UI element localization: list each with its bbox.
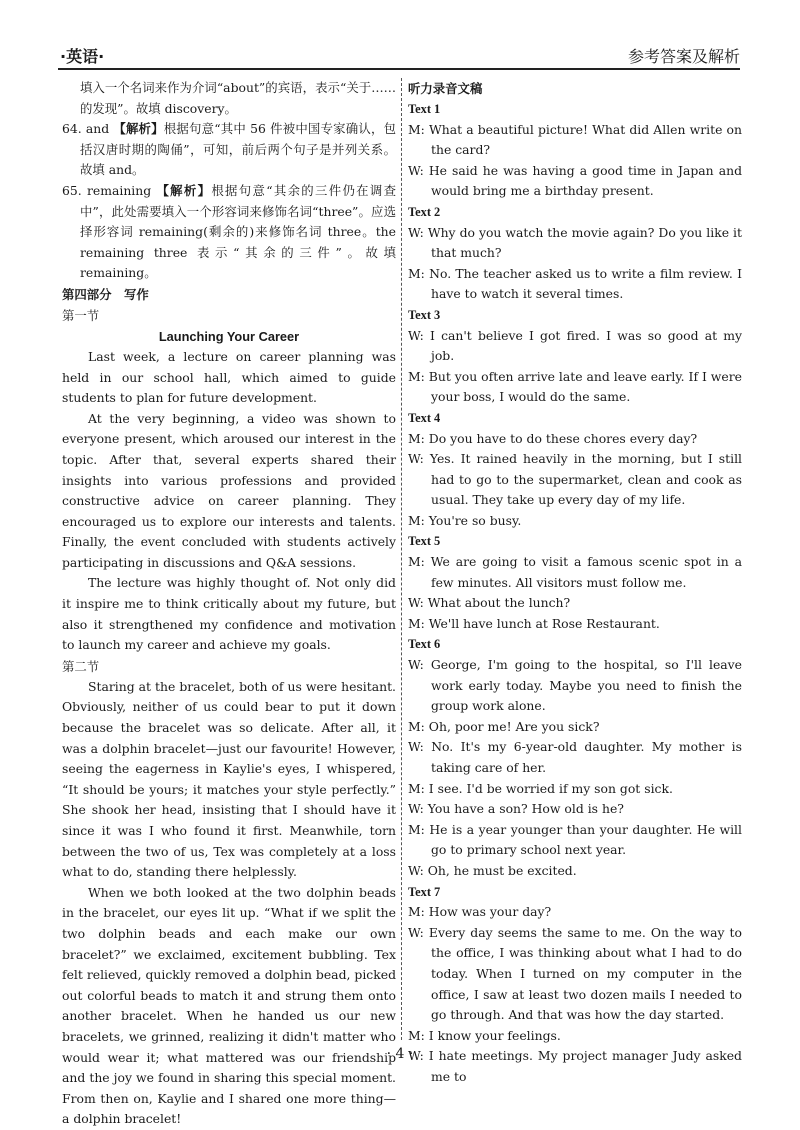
section1-heading: 第一节 xyxy=(62,307,100,323)
dialogue-line: M: Do you have to do these chores every day? xyxy=(408,430,698,446)
dialogue-line: W: You have a son? How old is he? xyxy=(408,801,624,817)
dialogue-line: W: George, I'm going to the hospital, so I'll leave work early today. Maybe you need to finish the group work alone. xyxy=(408,657,742,714)
text-heading: Text 7 xyxy=(408,884,441,899)
essay-paragraph: At the very beginning, a video was shown to everyone present, which aroused our interest in the topic. After that, several experts shared their insights into various professions and provided constructive advice on career planning. They encouraged us to explore our interests and talents. Finally, the event concluded with students actively participating in discussions and Q&A sessions. xyxy=(62,410,396,570)
text-heading: Text 6 xyxy=(408,637,441,652)
story-paragraph: Staring at the bracelet, both of us were hesitant. Obviously, neither of us could bear to put it down because the bracelet was so delicate. After all, it was a dolphin bracelet—just our favourite! However, seeing the eagerness in Kaylie's eyes, I whispered, “It should be yours; it matches your style perfectly.” She shook her head, insisting that I should have it since it was I who found it first. Meanwhile, torn between the two of us, Tex was completely at a loss what to do, standing there helplessly. xyxy=(62,678,396,880)
analysis-tag: 【解析】 xyxy=(113,121,164,137)
dialogue-line: W: Why do you watch the movie again? Do you like it that much? xyxy=(408,224,742,261)
answer-text: 根据句意“其中 56 件被中国专家确认，包括汉唐时期的陶俑”，可知，前后两个句子是并列关系。故填 and。 xyxy=(80,121,396,178)
dialogue-line: W: He said he was having a good time in Japan and would bring me a birthday present. xyxy=(408,162,742,199)
part4-heading: 第四部分 写作 xyxy=(62,286,149,302)
essay-paragraph: Last week, a lecture on career planning was held in our school hall, which aimed to guide students to plan for future development. xyxy=(62,348,396,406)
left-column xyxy=(62,78,396,1130)
text-heading: Text 2 xyxy=(408,204,441,219)
essay-paragraph: The lecture was highly thought of. Not only did it inspire me to think critically about my future, but also it strengthened my confidence and motivation to launch my career and achieve my goals. xyxy=(62,575,396,653)
answer-continuation: 填入一个名词来作为介词“about”的宾语，表示“关于……的发现”。故填 discovery。 xyxy=(80,80,396,116)
dialogue-line: W: Yes. It rained heavily in the morning, but I still had to go to the supermarket, clean and cook as usual. They take up every day of my life. xyxy=(408,451,742,508)
dialogue-line: M: He is a year younger than your daughter. He will go to primary school next year. xyxy=(408,821,742,858)
dialogue-line: M: But you often arrive late and leave early. If I were your boss, I would do the same. xyxy=(408,368,743,405)
dialogue-line: W: No. It's my 6-year-old daughter. My mother is taking care of her. xyxy=(408,739,742,775)
dialogue-line: W: What about the lunch? xyxy=(408,595,571,611)
page-header xyxy=(58,40,740,70)
dialogue-line: M: No. The teacher asked us to write a film review. I have to watch it several times. xyxy=(408,265,742,302)
dialogue-line: M: You're so busy. xyxy=(408,512,522,528)
dialogue-line: M: We'll have lunch at Rose Restaurant. xyxy=(408,615,660,631)
dialogue-line: M: What a beautiful picture! What did Allen write on the card? xyxy=(408,121,742,158)
dialogue-line: M: How was your day? xyxy=(408,904,552,920)
essay-title: Launching Your Career xyxy=(158,328,300,344)
dialogue-line: W: Every day seems the same to me. On the way to the office, I was thinking about what I had to do today. When I turned on my computer in the office, I saw at least two dozen mails I needed to go through. And that was how the day started. xyxy=(408,924,742,1023)
text-heading: Text 1 xyxy=(408,102,441,116)
subject-label: ·英语· xyxy=(60,47,105,66)
dialogue-line: M: Oh, poor me! Are you sick? xyxy=(408,718,600,734)
text-heading: Text 4 xyxy=(408,410,441,425)
answer-item-64 xyxy=(62,119,396,181)
transcript-title: 听力录音文稿 xyxy=(408,81,483,96)
page-number: · 4 · xyxy=(386,1046,414,1062)
answer-number: 64. and xyxy=(62,121,114,137)
dialogue-line: W: I can't believe I got fired. I was so good at my job. xyxy=(408,327,742,364)
dialogue-line: M: I see. I'd be worried if my son got sick. xyxy=(408,780,673,796)
answer-item-65 xyxy=(62,181,396,284)
text-heading: Text 5 xyxy=(408,534,441,549)
dialogue-line: W: I hate meetings. My project manager Judy asked me to xyxy=(408,1048,742,1084)
dialogue-line: M: I know your feelings. xyxy=(408,1027,561,1043)
right-column xyxy=(408,78,742,1088)
column-divider xyxy=(401,78,402,1040)
dialogue-line: M: We are going to visit a famous scenic spot in a few minutes. All visitors must follow me. xyxy=(408,554,742,590)
text-heading: Text 3 xyxy=(408,307,441,322)
analysis-tag: 【解析】 xyxy=(156,182,212,198)
section-title: 参考答案及解析 xyxy=(627,47,740,66)
answer-number: 65. remaining xyxy=(62,182,157,198)
answer-text: 根据句意“其余的三件仍在调查中”，此处需要填入一个形容词来修饰名词“three”。应选择形容词 remaining(剩余的)来修饰名词 three。the remaining three 表示“其余的三件”。故填 remaining。 xyxy=(80,182,396,281)
story-paragraph: When we both looked at the two dolphin beads in the bracelet, our eyes lit up. “What if we split the two dolphin beads and each make our own bracelet?” we exclaimed, excitement bubbling. Tex felt relieved, quickly removed a dolphin bead, picked out colorful beads to match it and strung them onto another bracelet. When he handed us our new bracelets, we grinned, realizing it didn't matter who would wear it; what mattered was our friendship and the joy we found in sharing this special moment. From then on, Kaylie and I shared one more thing—a dolphin bracelet! xyxy=(62,884,396,1127)
section2-heading: 第二节 xyxy=(62,658,100,674)
dialogue-line: W: Oh, he must be excited. xyxy=(408,862,577,878)
